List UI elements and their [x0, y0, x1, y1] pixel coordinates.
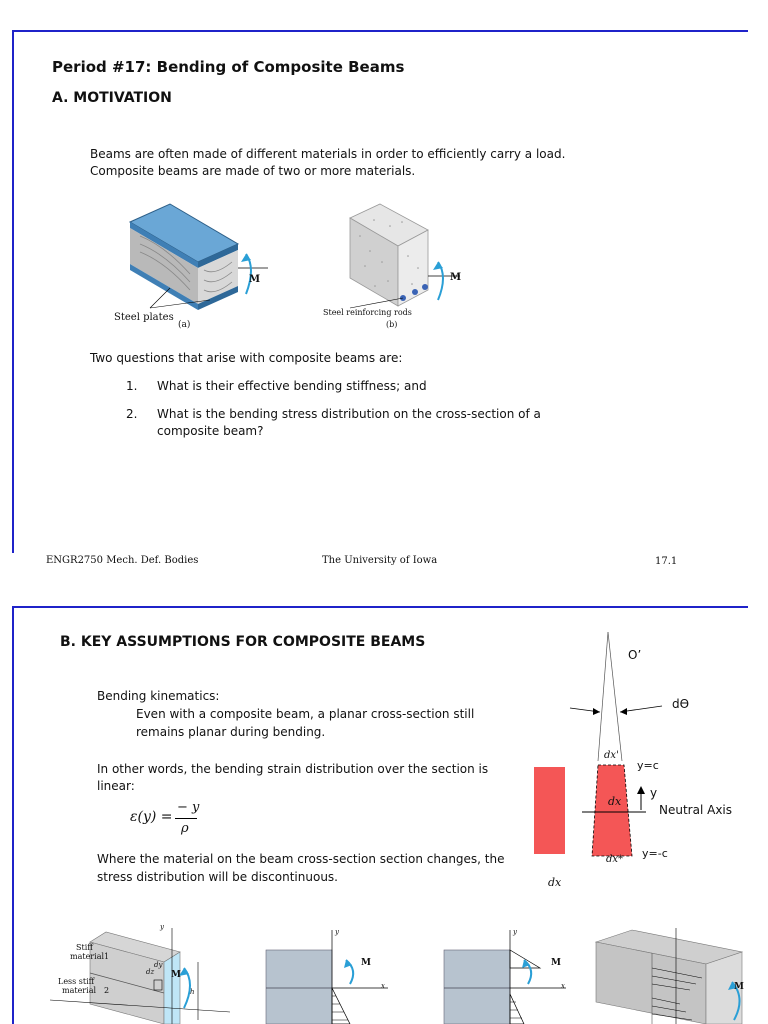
question-2-text-line-1: What is the bending stress distribution on the cross-section of a: [157, 407, 541, 421]
material-1-label: 1: [104, 952, 110, 961]
strain-text-line-2: linear:: [97, 779, 135, 793]
questions-intro: Two questions that arise with composite beams are:: [90, 351, 403, 365]
footer-course: ENGR2750 Mech. Def. Bodies: [46, 555, 199, 566]
section-heading: B. KEY ASSUMPTIONS FOR COMPOSITE BEAMS: [60, 634, 426, 650]
slide-left-border: [12, 30, 14, 553]
footer-page-number: 17.1: [655, 556, 678, 567]
intro-line-1: Beams are often made of different materials in order to efficiently carry a load.: [90, 147, 566, 161]
slide-left-border: [12, 606, 14, 1024]
figure-b-caption: (b): [386, 320, 398, 329]
moment-label-b: M: [450, 272, 462, 283]
slide-top-border: [12, 30, 748, 32]
dx-middle-label: dx: [608, 795, 622, 808]
discontinuity-line-2: stress distribution will be discontinuous.: [97, 870, 338, 884]
h-dimension-label: h: [190, 988, 195, 996]
center-of-curvature-label: O’: [628, 648, 642, 662]
dz-label: dz: [146, 968, 155, 976]
question-2-text-line-2: composite beam?: [157, 424, 264, 438]
stress-distribution-figure: [440, 930, 570, 1024]
question-2-number: 2.: [126, 407, 138, 421]
figure-a-caption: (a): [178, 320, 191, 330]
kinematics-line-1: Even with a composite beam, a planar cross-section still: [136, 707, 475, 721]
dx-prime-label: dx': [604, 750, 619, 761]
strain-text-line-1: In other words, the bending strain distribution over the section is: [97, 762, 489, 776]
kinematics-heading: Bending kinematics:: [97, 689, 220, 703]
x-axis-label-2: x: [381, 982, 385, 990]
stress-block-3d-figure: [592, 928, 760, 1024]
moment-label-4: M: [734, 982, 744, 992]
dx-star-label: dx*: [606, 854, 624, 865]
slide-17-2: [0, 590, 768, 1024]
moment-label-1: M: [171, 970, 181, 980]
stiff-label: Stiff: [76, 943, 93, 952]
moment-label-3: M: [551, 958, 561, 968]
stiff-material-label: material: [70, 952, 105, 961]
y-axis-label-3: y: [513, 928, 517, 936]
strain-distribution-figure: [262, 930, 392, 1024]
equation-numerator: − y: [177, 800, 200, 815]
page-title: Period #17: Bending of Composite Beams: [52, 58, 405, 76]
y-axis-label: y: [650, 786, 658, 800]
figure-reinforced-concrete-beam: [330, 196, 465, 321]
equation-lhs: ε(y) =: [130, 809, 173, 825]
moment-label-2: M: [361, 958, 371, 968]
less-stiff-material-label: material: [62, 986, 97, 995]
x-axis-label-3: x: [561, 982, 565, 990]
discontinuity-line-1: Where the material on the beam cross-section section changes, the: [97, 852, 505, 866]
intro-line-2: Composite beams are made of two or more materials.: [90, 164, 416, 178]
question-1-text: What is their effective bending stiffness; and: [157, 379, 427, 393]
equation-denominator: ρ: [181, 821, 189, 836]
moment-label-a: M: [249, 274, 261, 285]
y-axis-label-2: y: [335, 928, 339, 936]
section-heading: A. MOTIVATION: [52, 90, 172, 106]
kinematics-line-2: remains planar during bending.: [136, 725, 326, 739]
neutral-axis-label: Neutral Axis: [659, 803, 733, 817]
question-1-number: 1.: [126, 379, 138, 393]
y-equals-minus-c-label: y=-c: [642, 847, 668, 860]
dtheta-label: dϴ: [672, 697, 690, 711]
y-equals-c-label: y=c: [637, 759, 659, 772]
material-2-label: 2: [104, 986, 110, 995]
dy-label: dy: [154, 961, 163, 969]
slide-top-border: [12, 606, 748, 608]
y-axis-label-1: y: [160, 923, 164, 931]
steel-plates-label: Steel plates: [114, 312, 174, 323]
steel-rods-label: Steel reinforcing rods: [323, 308, 412, 317]
footer-university: The University of Iowa: [322, 555, 438, 566]
equation-fraction-bar: [175, 818, 197, 819]
dx-undeformed-label: dx: [548, 876, 562, 889]
less-stiff-label: Less stiff: [58, 977, 95, 986]
